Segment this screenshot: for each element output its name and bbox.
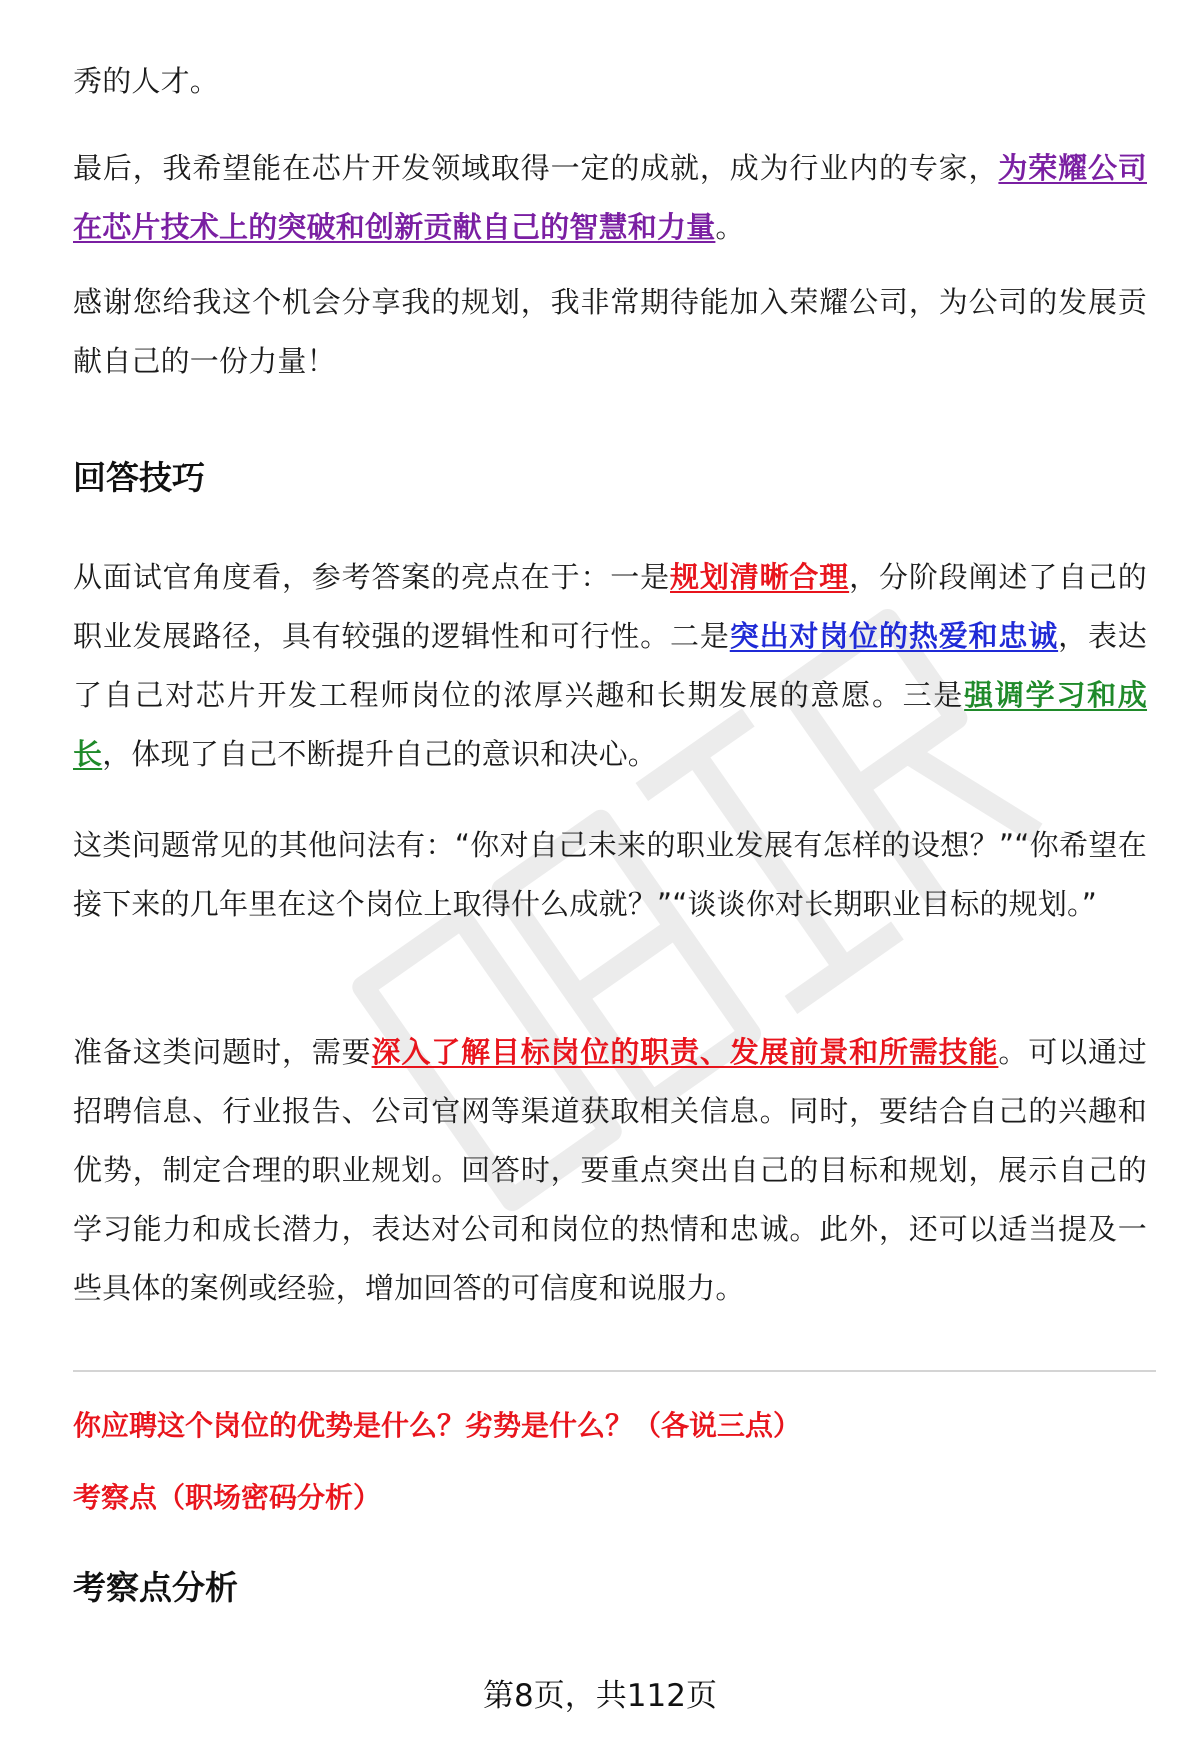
paragraph-text: 。 bbox=[715, 210, 745, 244]
highlight-clear-plan: 规划清晰合理 bbox=[670, 560, 850, 594]
heading-analysis: 考察点分析 bbox=[73, 1568, 238, 1607]
highlight-passion-loyalty: 突出对岗位的热爱和忠诚 bbox=[729, 619, 1059, 653]
highlight-understand-role: 深入了解目标岗位的职责、发展前景和所需技能 bbox=[371, 1035, 999, 1069]
paragraph-text: 从面试官角度看，参考答案的亮点在于：一是 bbox=[73, 560, 671, 594]
paragraph-text: 。可以通过招聘信息、行业报告、公司官网等渠道获取相关信息。同时，要结合自己的兴趣和优势，制定合理的职业规划。回答时，要重点突出自己的目标和规划，展示自己的学习能力和成长潜力，表达对公司和岗位的热情和忠诚。此外，还可以适当提及一些具体的案例或经验，增加回答的可信度和说服力。 bbox=[73, 1035, 1147, 1305]
paragraph-alt-questions: 这类问题常见的其他问法有：“你对自己未来的职业发展有怎样的设想？”“你希望在接下来的几年里在这个岗位上取得什么成就？”“谈谈你对长期职业目标的规划。” bbox=[73, 828, 1147, 921]
highlight-contribution: 为荣耀公司在芯片技术上的突破和创新贡献自己的智慧和力量 bbox=[73, 151, 1147, 244]
page-number: 第8页，共112页 bbox=[483, 1678, 717, 1714]
paragraph-text: ，分阶段阐述了自己的职业发展路径，具有较强的逻辑性和可行性。二是 bbox=[73, 560, 1147, 653]
paragraph-thanks: 感谢您给我这个机会分享我的规划，我非常期待能加入荣耀公司，为公司的发展贡献自己的一份力量！ bbox=[73, 285, 1147, 378]
question-subtitle: 考察点（职场密码分析） bbox=[73, 1481, 382, 1514]
paragraph-text: 最后，我希望能在芯片开发领域取得一定的成就，成为行业内的专家， bbox=[73, 151, 999, 185]
paragraph-interviewer-view bbox=[73, 548, 1147, 784]
question-title: 你应聘这个岗位的优势是什么？劣势是什么？（各说三点） bbox=[73, 1409, 802, 1442]
paragraph-text: ，体现了自己不断提升自己的意识和决心。 bbox=[102, 737, 658, 771]
highlight-learning-growth: 强调学习和成长 bbox=[73, 678, 1148, 771]
paragraph-intro-end: 秀的人才。 bbox=[73, 64, 220, 98]
heading-answer-tips: 回答技巧 bbox=[73, 458, 205, 497]
paragraph-text: ，表达了自己对芯片开发工程师岗位的浓厚兴趣和长期发展的意愿。三是 bbox=[73, 619, 1148, 712]
paragraph-final-goal bbox=[73, 139, 1147, 257]
paragraph-preparation bbox=[73, 1023, 1147, 1318]
paragraph-text: 准备这类问题时，需要 bbox=[73, 1035, 372, 1069]
section-divider bbox=[73, 1370, 1156, 1372]
